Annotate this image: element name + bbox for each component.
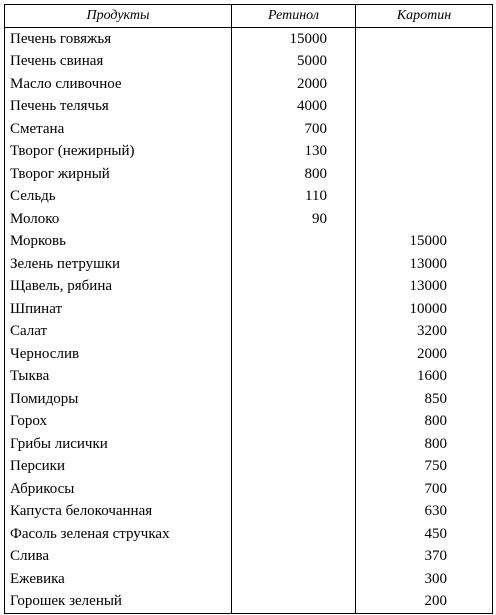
carotene-cell [356, 73, 493, 96]
table-row [5, 208, 493, 231]
carotene-cell: 1600 [356, 366, 493, 389]
carotene-cell [356, 118, 493, 141]
product-cell: Салат [5, 321, 232, 344]
carotene-cell [356, 96, 493, 119]
carotene-cell: 850 [356, 388, 493, 411]
table-row [5, 276, 493, 299]
product-cell: Сельдь [5, 186, 232, 209]
table-row [5, 28, 493, 51]
carotene-cell [356, 141, 493, 164]
product-cell: Тыква [5, 366, 232, 389]
retinol-cell [232, 276, 356, 299]
carotene-cell: 300 [356, 568, 493, 591]
carotene-cell: 13000 [356, 276, 493, 299]
retinol-cell: 90 [232, 208, 356, 231]
table-row [5, 568, 493, 591]
retinol-cell: 5000 [232, 51, 356, 74]
retinol-cell [232, 501, 356, 524]
header-product: Продукты [5, 5, 232, 28]
retinol-cell [232, 433, 356, 456]
carotene-cell: 15000 [356, 231, 493, 254]
table-row [5, 253, 493, 276]
carotene-cell: 10000 [356, 298, 493, 321]
retinol-cell [232, 253, 356, 276]
carotene-cell: 800 [356, 433, 493, 456]
header-row [5, 5, 493, 28]
retinol-cell: 4000 [232, 96, 356, 119]
header-retinol: Ретинол [232, 5, 356, 28]
carotene-cell: 3200 [356, 321, 493, 344]
retinol-cell [232, 546, 356, 569]
product-cell: Грибы лисички [5, 433, 232, 456]
product-cell: Печень говяжья [5, 28, 232, 51]
table-row [5, 141, 493, 164]
carotene-cell: 370 [356, 546, 493, 569]
table-row [5, 231, 493, 254]
table-body [5, 28, 493, 614]
carotene-cell: 700 [356, 478, 493, 501]
header-carotene: Каротин [356, 5, 493, 28]
carotene-cell: 800 [356, 411, 493, 434]
retinol-cell [232, 411, 356, 434]
product-cell: Морковь [5, 231, 232, 254]
product-cell: Масло сливочное [5, 73, 232, 96]
table-row [5, 73, 493, 96]
retinol-cell [232, 298, 356, 321]
product-cell: Капуста белокочанная [5, 501, 232, 524]
product-cell: Помидоры [5, 388, 232, 411]
retinol-cell [232, 343, 356, 366]
product-cell: Зелень петрушки [5, 253, 232, 276]
table-row [5, 456, 493, 479]
table-row [5, 366, 493, 389]
table-row [5, 433, 493, 456]
product-cell: Щавель, рябина [5, 276, 232, 299]
carotene-cell: 200 [356, 591, 493, 614]
carotene-cell [356, 208, 493, 231]
retinol-cell: 2000 [232, 73, 356, 96]
retinol-cell: 700 [232, 118, 356, 141]
retinol-cell [232, 478, 356, 501]
retinol-cell: 800 [232, 163, 356, 186]
retinol-cell: 15000 [232, 28, 356, 51]
product-cell: Сметана [5, 118, 232, 141]
vitamin-a-table [4, 4, 493, 614]
table-row [5, 163, 493, 186]
carotene-cell [356, 163, 493, 186]
product-cell: Молоко [5, 208, 232, 231]
product-cell: Чернослив [5, 343, 232, 366]
product-cell: Горох [5, 411, 232, 434]
table-row [5, 96, 493, 119]
table-row [5, 411, 493, 434]
table-row [5, 546, 493, 569]
carotene-cell: 13000 [356, 253, 493, 276]
carotene-cell [356, 51, 493, 74]
carotene-cell: 450 [356, 523, 493, 546]
table-row [5, 186, 493, 209]
retinol-cell: 110 [232, 186, 356, 209]
table-row [5, 118, 493, 141]
product-cell: Печень свиная [5, 51, 232, 74]
product-cell: Творог жирный [5, 163, 232, 186]
retinol-cell [232, 568, 356, 591]
product-cell: Абрикосы [5, 478, 232, 501]
retinol-cell [232, 523, 356, 546]
table-row [5, 298, 493, 321]
product-cell: Шпинат [5, 298, 232, 321]
carotene-cell [356, 28, 493, 51]
carotene-cell [356, 186, 493, 209]
table-row [5, 478, 493, 501]
carotene-cell: 2000 [356, 343, 493, 366]
product-cell: Слива [5, 546, 232, 569]
table-row [5, 388, 493, 411]
carotene-cell: 630 [356, 501, 493, 524]
table-row [5, 343, 493, 366]
product-cell: Ежевика [5, 568, 232, 591]
table-row [5, 523, 493, 546]
retinol-cell: 130 [232, 141, 356, 164]
retinol-cell [232, 321, 356, 344]
product-cell: Горошек зеленый [5, 591, 232, 614]
retinol-cell [232, 591, 356, 614]
table-row [5, 51, 493, 74]
table-row [5, 321, 493, 344]
table-header [5, 5, 493, 28]
carotene-cell: 750 [356, 456, 493, 479]
retinol-cell [232, 366, 356, 389]
table-row [5, 591, 493, 614]
product-cell: Творог (нежирный) [5, 141, 232, 164]
product-cell: Фасоль зеленая стручках [5, 523, 232, 546]
product-cell: Печень телячья [5, 96, 232, 119]
retinol-cell [232, 388, 356, 411]
table-row [5, 501, 493, 524]
retinol-cell [232, 231, 356, 254]
product-cell: Персики [5, 456, 232, 479]
retinol-cell [232, 456, 356, 479]
